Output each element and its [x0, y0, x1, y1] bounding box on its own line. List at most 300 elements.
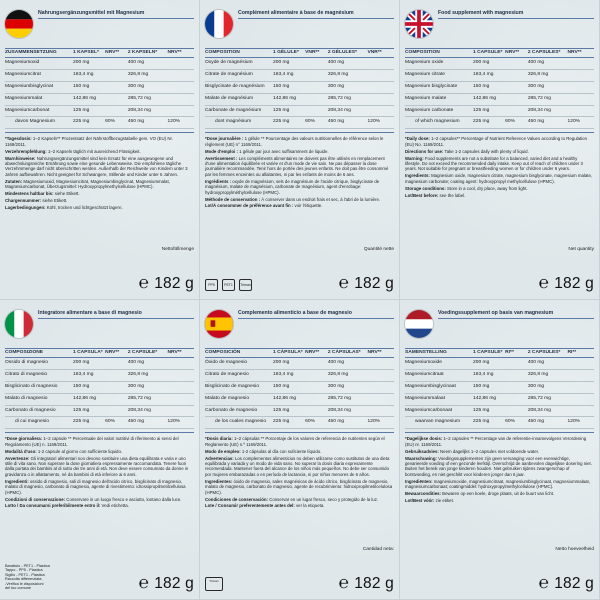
note-text: siehe Etikett. — [53, 191, 80, 197]
table-row — [5, 405, 194, 417]
note-text: Gli integratori alimentari non devono sostituire una dieta equilibrata e varia e uno stile di vita sano. Non superare la dose giornaliera espressamente raccomandata. Tenere fuori dalla portata dei bambini al di sotto dei tre anni di età. Non deve essere consumato da donne in gravidanza o in allattamento, né da bambini di età inferiore ai 6 anni. — [5, 455, 189, 477]
table-cell — [105, 405, 128, 417]
panel-title: Complément alimentaire à base de magnésium — [238, 10, 394, 19]
note-text: Kühl, trocken und lichtgeschützt lagern. — [45, 204, 123, 210]
table-cell — [505, 69, 528, 81]
recycling-line: Barattolo - PET1 - Plastica — [5, 563, 50, 568]
recycling-symbols — [205, 279, 252, 291]
panel-header — [405, 4, 594, 48]
table-cell: 400 mg — [528, 57, 568, 69]
table-row — [205, 81, 394, 93]
table-cell: 326,8 mg — [128, 69, 168, 81]
note-heading: Verzehrempfehlung: — [5, 148, 47, 154]
note-heading: Bewaarcondities: — [405, 491, 441, 497]
table-header-cell: NRV** — [168, 49, 194, 58]
note-text: ossido di magnesio, sali di magnesio dell'acido citrico, bisglicinato di magnesio, malato di magnesio, carbonato di magnesio, agente di rivestimento: idrossipropilmetilcellulosa (HPMC). — [5, 478, 186, 495]
table-cell: Magnesiumoxide — [405, 357, 473, 369]
table-header-cell: SAMENSTELLING — [405, 349, 473, 358]
note-paragraph — [405, 156, 594, 172]
table-cell: 450 mg — [328, 417, 368, 429]
note-heading: Directions for use: — [405, 148, 444, 154]
table-row — [405, 105, 594, 117]
panel-header — [205, 4, 394, 48]
label-notes — [205, 132, 394, 209]
table-cell — [305, 57, 328, 69]
note-text: Magnesiumoxid, Magnesiumcitrat, Magnesiumbisglycinat, Magnesiummalat, Magnesiumcarbonat, Überzugsmittel: Hydroxypropylmethylcellulose (HPMC). — [5, 178, 170, 190]
note-heading: Advertencias: — [205, 455, 234, 461]
note-heading: Modalità d'uso: — [5, 448, 37, 454]
table-row — [405, 93, 594, 105]
note-paragraph — [5, 503, 194, 508]
table-header-cell: 1 KAPSEL* — [73, 49, 105, 58]
note-paragraph — [405, 449, 594, 454]
table-row — [205, 357, 394, 369]
recycling-line: Raccolta differenziata — [5, 577, 42, 582]
panel-footer — [405, 247, 594, 293]
flag-nl-icon — [405, 310, 433, 338]
note-paragraph — [5, 149, 194, 154]
table-cell: 200 mg — [73, 57, 105, 69]
note-paragraph — [5, 497, 194, 502]
panel-title: Food supplement with magnesium — [438, 10, 594, 19]
note-text: Los complementos alimenticios no deben utilizarse como sustitutos de una dieta equilibrada y variada y un modo de vida sano. No superar la dosis diaria expresamente recomendada. Mantener fuera del alcance de los niños más pequeños. No debe ser consumido por mujeres embarazadas o en período de lactancia, ni por niños menores de 6 años. — [205, 455, 390, 477]
net-weight — [139, 573, 194, 593]
table-cell: 125 mg — [473, 105, 505, 117]
note-heading: *Daily dose: — [405, 136, 430, 142]
table-cell: 285,72 mg — [328, 393, 368, 405]
table-cell: de los cuales magnesio — [205, 417, 273, 429]
table-cell — [105, 81, 128, 93]
table-cell — [368, 369, 394, 381]
note-heading: Gebruiksadvies: — [405, 448, 439, 454]
table-cell: 225 mg — [73, 417, 105, 429]
note-heading: Lot/À consommer de préférence avant fin : — [205, 203, 294, 209]
table-row — [205, 417, 394, 429]
note-text: 1–2 Kapseln täglich mit ausreichend Flüssigkeit. — [46, 148, 141, 154]
net-quantity-label: Cantidad neta: — [362, 547, 394, 552]
table-cell: 60% — [105, 117, 128, 129]
note-heading: *Tagesdosis: — [5, 136, 32, 142]
note-text: 1 gélule par jour avec suffisamment de liquide. — [237, 148, 329, 154]
net-quantity-label: Netto hoeveelheid — [555, 547, 594, 552]
table-header-cell: NRV** — [305, 349, 328, 358]
table-cell: 300 mg — [328, 381, 368, 393]
table-cell: 208,34 mg — [128, 405, 168, 417]
table-cell: 450 mg — [128, 417, 168, 429]
note-text: Conservar en un lugar fresco, seco y protegido de la luz. — [268, 496, 379, 502]
table-cell: 208,34 mg — [128, 105, 168, 117]
note-heading: Ingredients: — [405, 173, 430, 179]
table-cell: 163,4 mg — [473, 369, 505, 381]
table-row — [205, 381, 394, 393]
table-cell: Magnesiummalaat — [405, 393, 473, 405]
table-cell: 200 mg — [273, 357, 305, 369]
table-cell: Carbonate de magnésium — [205, 105, 273, 117]
table-cell: Malate de magnésium — [205, 93, 273, 105]
note-text: oxyde de magnésium, sels de magnésium de l'acide citrique, bisglycinate de magnésium, malate de magnésium, carbonate de magnésium, agent d'enrobage: hydroxypropylméthylcellulose (HPMC). — [205, 178, 380, 195]
table-cell: davon Magnesium — [5, 117, 73, 129]
table-cell: 60% — [305, 417, 328, 429]
note-heading: Chargennummer: — [5, 198, 42, 204]
note-paragraph — [405, 479, 594, 490]
net-weight-value: 182 g — [554, 275, 594, 292]
table-header-cell: NRV** — [568, 49, 594, 58]
table-cell: 125 mg — [273, 105, 305, 117]
table-cell: 60% — [105, 417, 128, 429]
note-paragraph — [405, 149, 594, 154]
table-row — [205, 405, 394, 417]
table-cell — [505, 393, 528, 405]
table-cell: Magnesium oxide — [405, 57, 473, 69]
table-cell — [368, 381, 394, 393]
note-heading: *Dosis diaria: — [205, 436, 233, 442]
note-heading: Ingredientes: — [205, 478, 233, 484]
table-cell — [168, 393, 194, 405]
table-cell: of which magnesium — [405, 117, 473, 129]
panel-title: Voedingssupplement op basis van magnesium — [438, 310, 594, 319]
table-row — [405, 57, 594, 69]
table-header-cell: 2 CAPSULE* — [128, 349, 168, 358]
note-paragraph — [405, 136, 594, 147]
table-cell — [568, 69, 594, 81]
table-cell — [368, 405, 394, 417]
note-text: 1-2 cápsulas al día con suficiente líquido. — [240, 448, 322, 454]
note-heading: Warnhinweise: — [5, 155, 36, 161]
table-row — [5, 369, 194, 381]
table-cell: Bisglycinate de magnésium — [205, 81, 273, 93]
table-cell — [568, 57, 594, 69]
table-row — [405, 381, 594, 393]
table-cell: 120% — [168, 417, 194, 429]
table-cell — [168, 57, 194, 69]
note-heading: Mode d'emploi : — [205, 148, 238, 154]
table-cell: 326,8 mg — [328, 69, 368, 81]
net-weight-value: 182 g — [554, 575, 594, 592]
note-text: magnesiumoxide, magnesiumcitraat, magnesiumbisglycinaat, magnesiummalaat, magnesiumcarbonaat; coatingmiddel: hydroxypropylmethylcellulose (HPMC). — [405, 478, 590, 490]
note-heading: Ingredienti: — [5, 478, 29, 484]
table-cell — [168, 105, 194, 117]
table-cell: Ossido di magnesio — [5, 357, 73, 369]
table-cell: Magnesium malate — [405, 93, 473, 105]
table-header-cell: COMPOSIZIONE — [5, 349, 73, 358]
table-cell — [568, 105, 594, 117]
table-row — [205, 57, 394, 69]
panel-footer — [5, 547, 194, 593]
label-notes — [5, 432, 194, 509]
panel-header — [5, 4, 194, 48]
table-cell: 450 mg — [328, 117, 368, 129]
note-paragraph — [5, 156, 194, 178]
table-cell: 225 mg — [473, 117, 505, 129]
table-cell: 208,34 mg — [528, 405, 568, 417]
note-paragraph — [5, 205, 194, 210]
table-cell: 125 mg — [73, 405, 105, 417]
label-panel-it — [0, 300, 200, 600]
table-cell: Magnesiumoxid — [5, 57, 73, 69]
table-cell — [105, 369, 128, 381]
note-text: 1–2 cápsulas ** Porcentaje de los valores de referencia de nutrientes según el Reglamento (UE) n.º 1169/2011. — [205, 436, 385, 447]
table-cell: 326,8 mg — [328, 369, 368, 381]
note-paragraph — [5, 136, 194, 147]
note-heading: Zutaten: — [5, 178, 23, 184]
composition-table — [205, 48, 394, 129]
table-cell: 300 mg — [528, 381, 568, 393]
table-cell — [168, 81, 194, 93]
table-cell — [505, 357, 528, 369]
note-paragraph — [205, 149, 394, 154]
table-cell: 285,72 mg — [328, 93, 368, 105]
table-header-cell: NRV** — [505, 49, 528, 58]
table-cell: 285,72 mg — [128, 393, 168, 405]
panel-footer — [5, 247, 194, 293]
table-cell — [305, 69, 328, 81]
table-cell — [168, 381, 194, 393]
table-cell: 300 mg — [128, 81, 168, 93]
table-cell: 285,72 mg — [528, 393, 568, 405]
label-panel-nl — [400, 300, 600, 600]
note-text: Store in a cool, dry place, away from light. — [445, 185, 528, 191]
label-notes — [205, 432, 394, 509]
table-cell: 163,4 mg — [273, 69, 305, 81]
note-text: Take 1-2 capsules daily with plenty of liquid. — [443, 148, 529, 154]
flag-it-icon — [5, 310, 33, 338]
note-text: 1–2 Kapseln** Prozentsatz der Nährstoffbezugstabelle gem. VO (EU) Nr. 1169/2011. — [5, 136, 173, 147]
table-cell: Bisglicinato de magnesio — [205, 381, 273, 393]
table-cell: 326,8 mg — [528, 69, 568, 81]
table-cell — [105, 69, 128, 81]
table-cell: dont magnésium — [205, 117, 273, 129]
note-heading: Lotto / Da consumarsi preferibilmente entro il: — [5, 503, 101, 509]
table-header-cell: COMPOSICIÓN — [205, 349, 273, 358]
label-panel-es — [200, 300, 400, 600]
table-cell — [105, 93, 128, 105]
table-cell: Citrate de magnésium — [205, 69, 273, 81]
table-header-cell: 2 CÁPSULAS* — [328, 349, 368, 358]
table-cell: 225 mg — [273, 117, 305, 129]
table-header-cell: VNR** — [368, 49, 394, 58]
table-cell: Magnesiumcitrat — [5, 69, 73, 81]
table-cell: Malato de magnesio — [205, 393, 273, 405]
note-text: Conservare in un luogo fresco e asciutto, lontano dalla luce. — [65, 496, 182, 502]
table-cell — [305, 393, 328, 405]
table-cell — [505, 369, 528, 381]
panel-footer — [205, 547, 394, 593]
panel-header — [5, 304, 194, 348]
table-header-cell: RI** — [568, 349, 594, 358]
net-weight — [539, 573, 594, 593]
panel-header — [405, 304, 594, 348]
net-weight-value: 182 g — [354, 275, 394, 292]
table-cell — [505, 405, 528, 417]
note-heading: Storage conditions: — [405, 185, 446, 191]
panel-title: Integratore alimentare a base di magnesio — [38, 310, 194, 319]
table-cell: Carbonato di magnesio — [5, 405, 73, 417]
note-paragraph — [205, 497, 394, 502]
table-row — [5, 93, 194, 105]
table-cell — [368, 105, 394, 117]
table-cell: 120% — [168, 117, 194, 129]
table-header-cell: 2 CAPSULES* — [528, 349, 568, 358]
note-heading: Modo de empleo: — [205, 448, 241, 454]
table-cell: 285,72 mg — [128, 93, 168, 105]
table-cell: Magnesium citrate — [405, 69, 473, 81]
table-cell — [105, 381, 128, 393]
note-heading: Lote / Consumir preferentemente antes del: — [205, 503, 295, 509]
table-cell — [505, 57, 528, 69]
net-weight — [539, 273, 594, 293]
table-cell — [368, 357, 394, 369]
table-cell: 163,4 mg — [273, 369, 305, 381]
table-cell: Malato di magnesio — [5, 393, 73, 405]
composition-table — [405, 48, 594, 129]
note-heading: Waarschuwing: — [405, 455, 437, 461]
table-cell: 120% — [568, 117, 594, 129]
table-cell: 285,72 mg — [528, 93, 568, 105]
table-cell: 150 mg — [473, 81, 505, 93]
table-cell: 120% — [368, 417, 394, 429]
table-cell: 400 mg — [128, 57, 168, 69]
table-cell: Bisglicinato di magnesio — [5, 381, 73, 393]
table-row — [405, 69, 594, 81]
table-cell: 300 mg — [528, 81, 568, 93]
table-cell — [368, 393, 394, 405]
table-cell — [505, 105, 528, 117]
table-cell: 450 mg — [528, 117, 568, 129]
table-cell: 120% — [568, 417, 594, 429]
note-paragraph — [5, 449, 194, 454]
table-cell — [168, 357, 194, 369]
table-cell: Magnesiumcitraat — [405, 369, 473, 381]
table-cell: 450 mg — [528, 417, 568, 429]
table-row — [405, 405, 594, 417]
table-cell: 142,86 mg — [273, 93, 305, 105]
note-text: Bewaren op een koele, droge plaats, uit de buurt van licht. — [440, 491, 555, 497]
label-panel-uk — [400, 0, 600, 300]
note-paragraph — [5, 479, 194, 495]
note-text: Neem dagelijks 1–2 capsules met voldoende water. — [438, 448, 540, 454]
table-row — [405, 81, 594, 93]
note-heading: Ingrédients : — [205, 178, 232, 184]
table-row — [5, 393, 194, 405]
estimated-sign-icon: ℮ — [538, 273, 550, 292]
note-text: À conserver dans un endroit frais et sec, à l'abri de la lumière. — [260, 196, 381, 202]
note-text: siehe Etikett. — [41, 198, 68, 204]
table-cell: Magnesium carbonate — [405, 105, 473, 117]
table-cell — [305, 105, 328, 117]
table-cell — [568, 405, 594, 417]
table-row — [205, 117, 394, 129]
table-cell: 150 mg — [273, 381, 305, 393]
note-paragraph — [205, 503, 394, 508]
table-cell — [168, 69, 194, 81]
note-paragraph — [5, 179, 194, 190]
table-row — [5, 57, 194, 69]
table-row — [405, 393, 594, 405]
flag-es-icon — [205, 310, 233, 338]
table-header-cell: COMPOSITION — [205, 49, 273, 58]
note-text: 1-2 capsule al giorno con sufficiente liquido. — [36, 448, 123, 454]
table-cell: Magnesiumbisglycinat — [5, 81, 73, 93]
note-heading: Condizioni di conservazione: — [5, 496, 66, 502]
table-header-cell: 2 KAPSELN* — [128, 49, 168, 58]
note-heading: *Dose giornaliera: — [5, 436, 43, 442]
composition-table — [5, 48, 194, 129]
table-cell: 326,8 mg — [128, 369, 168, 381]
net-quantity-label: Net quantity — [568, 247, 594, 252]
note-text: ver la etiqueta. — [294, 503, 325, 509]
table-cell — [168, 405, 194, 417]
table-header-cell: 1 CAPSULE* — [473, 49, 505, 58]
table-cell: 225 mg — [273, 417, 305, 429]
flag-de-icon — [5, 10, 33, 38]
table-cell — [368, 57, 394, 69]
table-cell: 208,34 mg — [528, 105, 568, 117]
panel-footer — [205, 247, 394, 293]
note-text: Les compléments alimentaires ne doivent pas être utilisés en remplacement d'une alimentation équilibrée et variée et d'un mode de vie sain. Ne pas dépasser la dose journalière recommandée. Tenir hors de portée des jeunes enfants. Ne doit pas être consommé par les femmes enceintes ou allaitantes, ni par les enfants de moins de 6 ans. — [205, 155, 389, 177]
note-text: 1–2 capsules** Percentage of Nutrient Reference Values according to Regulation (EU) No. 1169/2011. — [405, 136, 587, 147]
table-cell — [305, 357, 328, 369]
net-weight — [339, 273, 394, 293]
note-paragraph — [205, 449, 394, 454]
table-cell: Citrato di magnesio — [5, 369, 73, 381]
note-paragraph — [205, 156, 394, 178]
table-cell — [305, 405, 328, 417]
table-cell: Magnesium bisglycinate — [405, 81, 473, 93]
note-heading: *Dagelijkse dosis: — [405, 436, 443, 442]
label-notes — [405, 132, 594, 198]
table-header-cell: NRV** — [105, 49, 128, 58]
table-cell: 60% — [305, 117, 328, 129]
table-cell — [568, 381, 594, 393]
table-cell: 200 mg — [473, 357, 505, 369]
table-cell — [105, 393, 128, 405]
table-row — [5, 69, 194, 81]
table-cell: 60% — [505, 117, 528, 129]
table-cell: 142,86 mg — [273, 393, 305, 405]
table-cell: Citrato de magnesio — [205, 369, 273, 381]
table-cell: 400 mg — [128, 357, 168, 369]
net-weight-value: 182 g — [154, 275, 194, 292]
table-cell: 208,34 mg — [328, 405, 368, 417]
note-paragraph — [5, 436, 194, 447]
table-cell — [568, 81, 594, 93]
table-cell: 225 mg — [73, 117, 105, 129]
table-header-cell: NRV** — [105, 349, 128, 358]
note-heading: Lot/Best before: — [405, 192, 439, 198]
table-cell — [505, 81, 528, 93]
table-header-cell: 1 CAPSULE* — [473, 349, 505, 358]
note-heading: Avertissement : — [205, 155, 238, 161]
note-text: Vedi etichetta. — [100, 503, 129, 509]
table-cell: di cui magnesio — [5, 417, 73, 429]
table-header-cell: COMPOSITION — [405, 49, 473, 58]
table-cell: Magnesiummalat — [5, 93, 73, 105]
note-heading: Avvertenze: — [5, 455, 30, 461]
table-row — [405, 369, 594, 381]
table-cell: 163,4 mg — [473, 69, 505, 81]
net-weight-value: 182 g — [354, 575, 394, 592]
table-cell: 125 mg — [473, 405, 505, 417]
table-cell — [305, 93, 328, 105]
table-cell — [305, 81, 328, 93]
table-header-cell: ZUSAMMENSETZUNG — [5, 49, 73, 58]
table-header-cell: VNR** — [305, 49, 328, 58]
table-cell: waarvan magnesium — [405, 417, 473, 429]
table-cell: 200 mg — [273, 57, 305, 69]
table-header-cell: RI** — [505, 349, 528, 358]
note-text: 1–2 capsules ** Percentage van de referentie-innamevolgens Verordening (EU) nr. 1169/2011. — [405, 436, 587, 447]
table-cell: Magnesiumcarbonaat — [405, 405, 473, 417]
